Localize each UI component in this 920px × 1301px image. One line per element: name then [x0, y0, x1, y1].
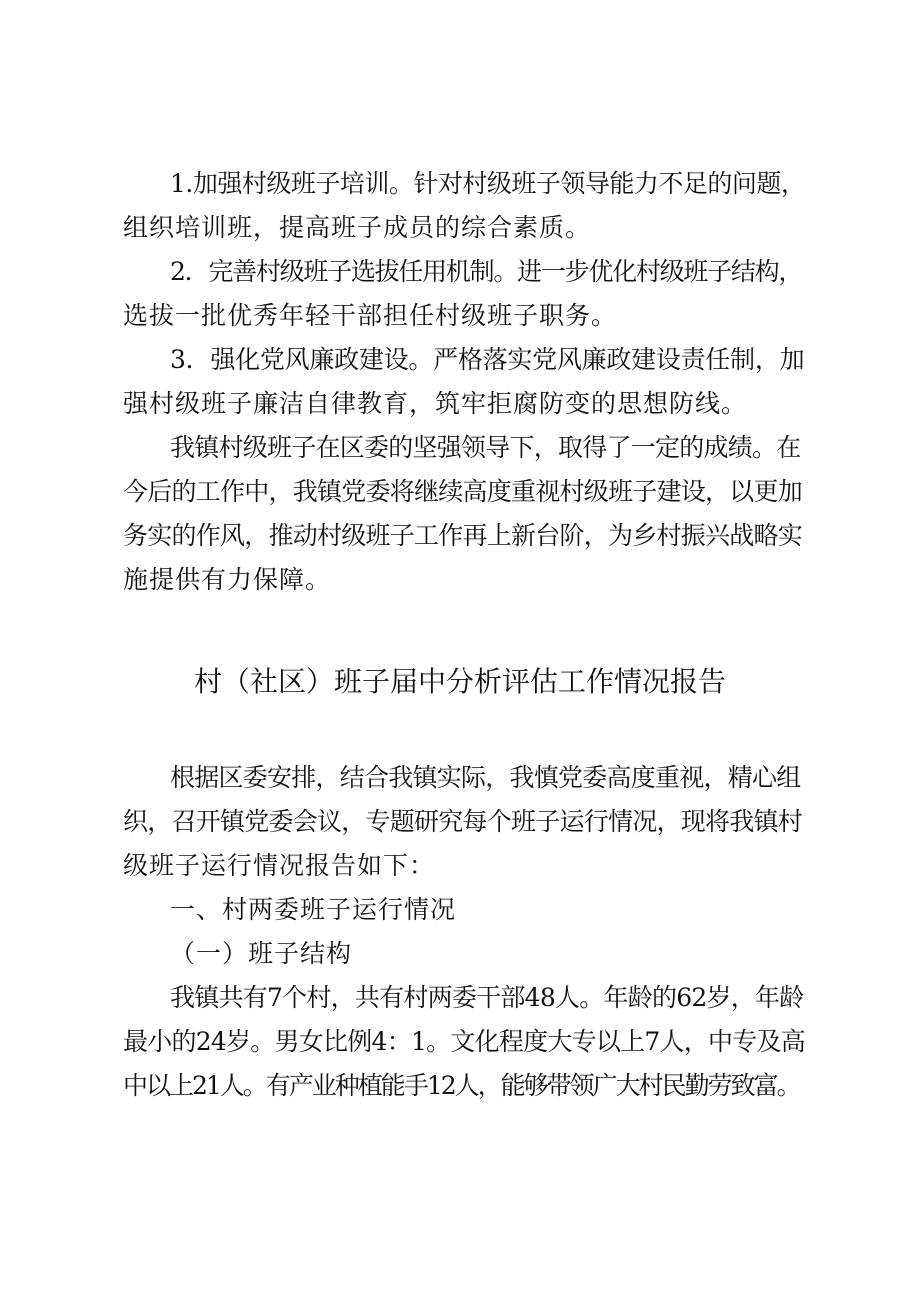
- report-title: 村（社区）班子届中分析评估工作情况报告: [193, 665, 726, 698]
- intro-line1: 根据区委安排，结合我镇实际，我慎党委高度重视，精心组: [170, 763, 801, 792]
- conclusion-line3: 务实的作风，推动村级班子工作再上新台阶，为乡村振兴战略实: [123, 521, 803, 550]
- conclusion-line4: 施提供有力保障。: [123, 565, 332, 594]
- item1-line1: 1.加强村级班子培训。针对村级班子领导能力不足的问题，: [170, 169, 806, 198]
- item2-line2: 选拔一批优秀年轻干部担任村级班子职务。: [123, 301, 618, 330]
- conclusion-line1: 我镇村级班子在区委的坚强领导下，取得了一定的成绩。在: [170, 433, 801, 462]
- conclusion-line2: 今后的工作中，我镇党委将继续高度重视村级班子建设，以更加: [123, 477, 803, 506]
- intro-line3: 级班子运行情况报告如下：: [123, 851, 436, 880]
- item3-line1: 3．强化党风廉政建设。严格落实党风廉政建设责任制，加: [170, 345, 805, 374]
- intro-line2: 织，召开镇党委会议，专题研究每个班子运行情况，现将我镇村: [123, 807, 803, 836]
- body-line2: 最小的24岁。男女比例4：1。文化程度大专以上7人，中专及高: [123, 1027, 806, 1056]
- item2-line1: 2．完善村级班子选拔任用机制。进一步优化村级班子结构，: [170, 257, 803, 286]
- body-line3: 中以上21人。有产业种植能手12人，能够带领广大村民勤劳致富。: [123, 1071, 800, 1100]
- subsection-heading-1: （一）班子结构: [170, 939, 353, 968]
- item3-line2: 强村级班子廉洁自律教育，筑牢拒腐防变的思想防线。: [123, 389, 748, 418]
- item1-line2: 组织培训班，提高班子成员的综合素质。: [123, 213, 592, 242]
- body-line1: 我镇共有7个村，共有村两委干部48人。年龄的62岁，年龄: [170, 983, 804, 1012]
- section-heading-1: 一、村两委班子运行情况: [170, 895, 457, 924]
